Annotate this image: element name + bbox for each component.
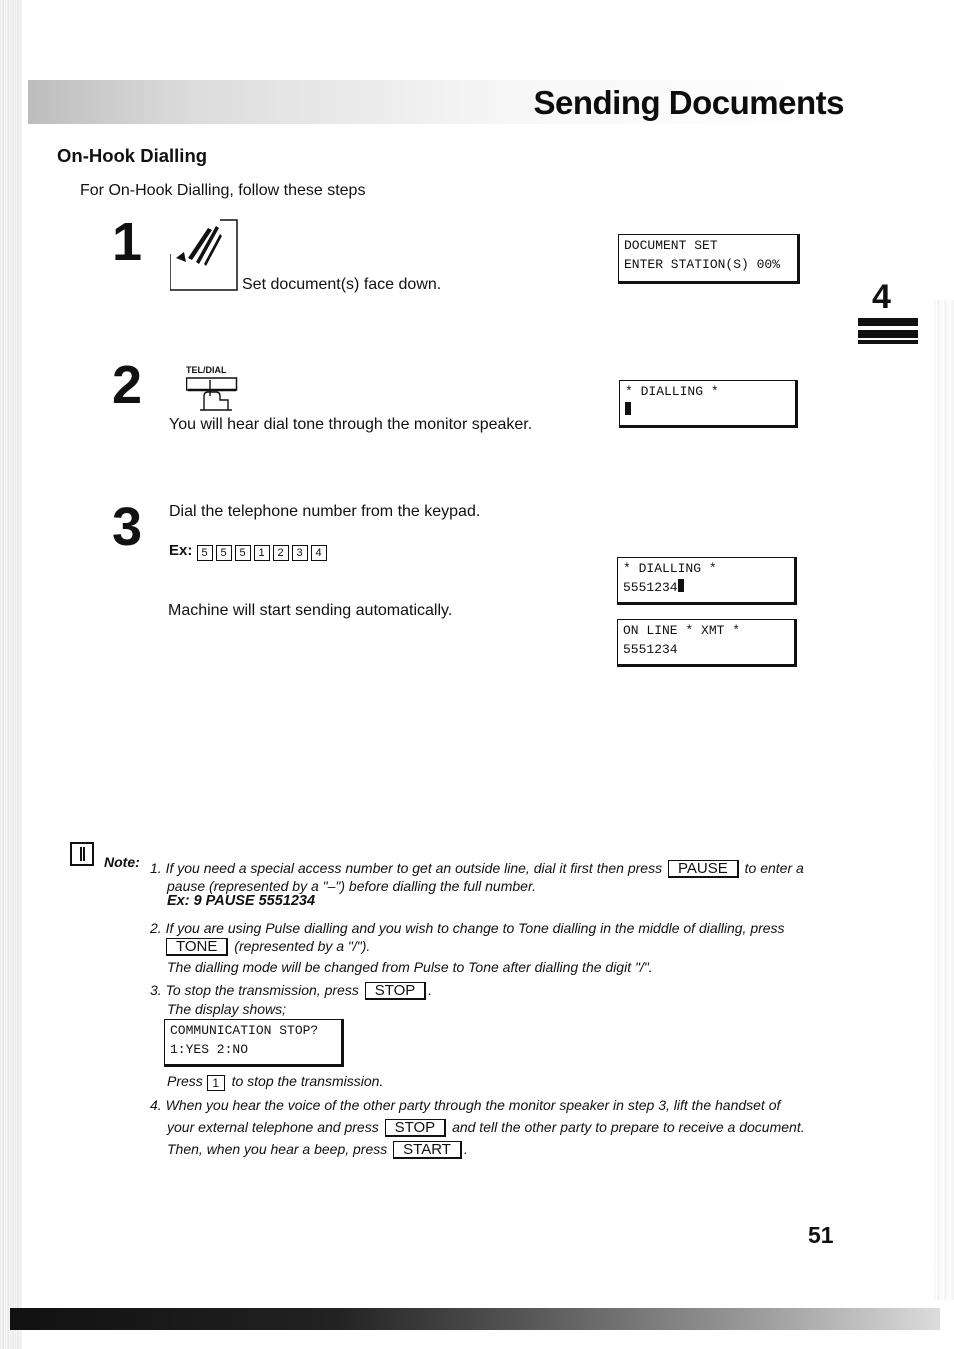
lcd-line: 5551234 — [623, 580, 678, 595]
note-line — [167, 1071, 383, 1091]
digit-key: 5 — [216, 545, 232, 561]
lcd-line: 5551234 — [623, 642, 678, 657]
note-line — [167, 1117, 847, 1137]
page-title: Sending Documents — [533, 84, 844, 121]
lcd-cursor — [625, 402, 631, 415]
note-text: pause (represented by a "–") before dialling the full number. — [167, 878, 536, 894]
note-text: to stop the transmission. — [231, 1073, 384, 1089]
lcd-line: * DIALLING * — [625, 384, 719, 399]
scan-edge-right — [934, 300, 954, 1300]
note-text: To stop the transmission, press — [165, 982, 359, 998]
lcd-display — [618, 234, 800, 284]
step-number: 3 — [112, 497, 143, 557]
example-row — [169, 542, 330, 561]
lcd-line: COMMUNICATION STOP? — [170, 1023, 319, 1038]
note-line — [164, 936, 370, 956]
document-feed-icon — [170, 218, 238, 292]
note-text: Then, when you hear a beep, press — [167, 1141, 388, 1157]
chapter-number: 4 — [872, 278, 891, 316]
note-number: 1. — [150, 860, 162, 876]
note-line — [167, 1139, 468, 1159]
digit-key: 1 — [207, 1075, 225, 1091]
lcd-display — [617, 557, 797, 605]
step-number: 1 — [112, 212, 143, 272]
digit-key: 4 — [311, 545, 327, 561]
lcd-display — [617, 619, 797, 667]
digit-key: 3 — [292, 545, 308, 561]
note-number: 4. — [150, 1097, 162, 1113]
digit-key: 5 — [235, 545, 251, 561]
intro-text: For On-Hook Dialling, follow these steps — [80, 182, 366, 199]
note-text: The display shows; — [167, 1001, 287, 1017]
lcd-cursor — [678, 579, 684, 592]
note-text: . — [428, 982, 433, 998]
lcd-line: DOCUMENT SET — [624, 238, 718, 253]
note-item-3 — [150, 980, 432, 1000]
key-caption: TEL/DIAL — [186, 365, 227, 375]
note-item-4 — [150, 1095, 850, 1115]
note-text: The dialling mode will be changed from Pulse to Tone after dialling the digit "/". — [167, 959, 653, 975]
example-label: Ex: — [169, 542, 193, 559]
note-text: . — [463, 1141, 468, 1157]
note-icon — [70, 842, 94, 866]
page-number: 51 — [808, 1222, 834, 1248]
note-item-1 — [150, 858, 850, 878]
section-heading: On-Hook Dialling — [57, 145, 208, 166]
digit-key: 1 — [254, 545, 270, 561]
chapter-bar — [858, 318, 918, 326]
step-text: Dial the telephone number from the keypad. — [169, 503, 481, 520]
lcd-line: 1:YES 2:NO — [170, 1042, 249, 1057]
note-text: If you are using Pulse dialling and you wish to change to Tone dialling in the middle of dialling, press — [165, 920, 785, 936]
note-text: When you hear the voice of the other party through the monitor speaker in step 3, lift the handset of — [165, 1097, 781, 1113]
note-text: If you need a special access number to get an outside line, dial it first then press — [165, 860, 663, 876]
pause-key: PAUSE — [668, 860, 739, 878]
start-key: START — [393, 1141, 462, 1159]
lcd-line: ON LINE * XMT * — [623, 623, 741, 638]
footer-bar — [10, 1308, 940, 1330]
lcd-display — [164, 1019, 344, 1067]
note-text: and tell the other party to prepare to receive a document. — [452, 1119, 805, 1135]
note-number: 3. — [150, 982, 162, 998]
tone-key: TONE — [166, 938, 228, 956]
chapter-bar — [858, 330, 918, 338]
step-text: You will hear dial tone through the monitor speaker. — [169, 416, 533, 433]
step-text: Machine will start sending automatically. — [168, 602, 453, 619]
lcd-display — [619, 380, 798, 428]
digit-key: 5 — [197, 545, 213, 561]
lcd-line: * DIALLING * — [623, 561, 717, 576]
chapter-bar — [858, 340, 918, 344]
digit-key: 2 — [273, 545, 289, 561]
note-text: to enter a — [744, 860, 804, 876]
note-number: 2. — [150, 920, 162, 936]
note-text: (represented by a "/"). — [234, 938, 371, 954]
scan-edge-left — [0, 0, 22, 1349]
note-item-2 — [150, 918, 850, 938]
step-number: 2 — [112, 355, 143, 415]
note-example: Ex: 9 PAUSE 5551234 — [167, 893, 316, 909]
tel-dial-key-icon — [186, 376, 238, 412]
note-text: Press — [167, 1073, 203, 1089]
note-text: your external telephone and press — [167, 1119, 379, 1135]
stop-key: STOP — [365, 982, 427, 1000]
lcd-line: ENTER STATION(S) 00% — [624, 257, 781, 272]
step-text: Set document(s) face down. — [242, 276, 442, 293]
stop-key: STOP — [385, 1119, 447, 1137]
note-label: Note: — [104, 854, 140, 870]
